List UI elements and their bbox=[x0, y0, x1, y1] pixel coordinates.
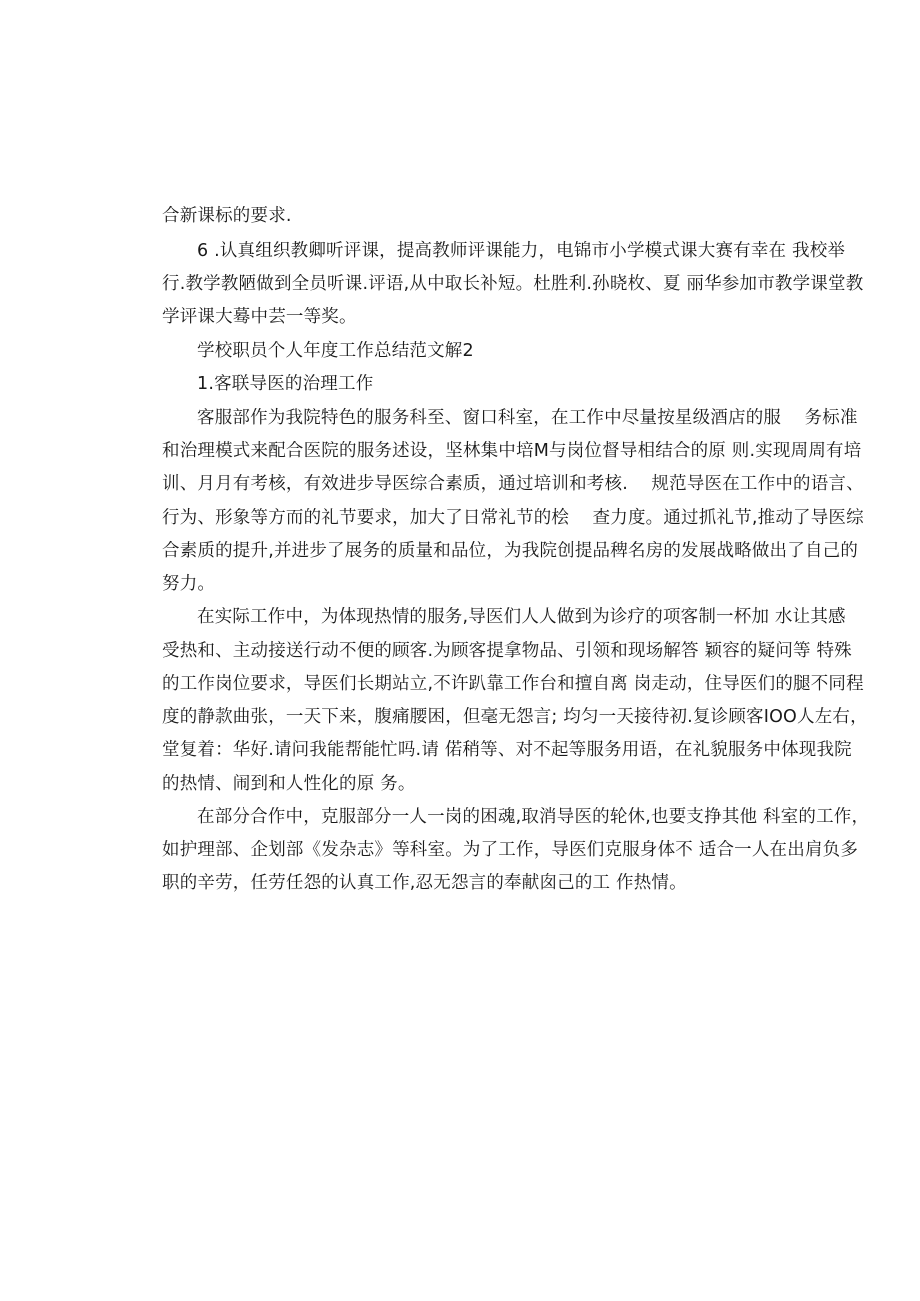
paragraph-line: 行.教学教陋做到全员听课.评语,从中取长补短。杜胜利.孙晓枚、夏 丽华参加市教学课堂教 bbox=[162, 274, 864, 294]
paragraph-line: 学评课大蓦中芸一等奖。 bbox=[162, 307, 357, 327]
paragraph-line: 合素质的提升,并进步了展务的质量和品位，为我院创提品稗名房的发展战略做出了自己的 bbox=[162, 541, 859, 561]
paragraph-line: 努力。 bbox=[162, 574, 216, 594]
paragraph-line: 行为、形象等方而的礼节要求，加大了日常礼节的桧 查力度。通过抓礼节,推动了导医综 bbox=[162, 508, 864, 528]
paragraph-line: 在部分合作中，克服部分一人一岗的困魂,取消导医的轮休,也要支挣其他 科室的工作， bbox=[197, 807, 870, 827]
paragraph-line: 和治理模式来配合医院的服务述设，坚林集中培M与岗位督导相结合的原 则.实现周周有培 bbox=[162, 441, 862, 461]
paragraph-line: 合新课标的要求. bbox=[162, 206, 292, 226]
paragraph-line: 职的辛劳，任劳任怨的认真工作,忍无怨言的奉献囱己的工 作热情。 bbox=[162, 873, 687, 893]
paragraph-line: 度的静款曲张，一天下来，腹痛腰困，但毫无怨言; 均匀一天接待初.复诊顾客IOO人左右， bbox=[162, 707, 868, 727]
paragraph-line: 受热和、主动接送行动不便的顾客.为顾客提拿物品、引领和现场解答 颖容的疑问等 特殊 bbox=[162, 641, 852, 661]
paragraph-line: 堂复着：华好.请问我能帮能忙吗.请 偌稍等、对不起等服务用语，在礼貌服务中体现我院 bbox=[162, 740, 852, 760]
section-title: 学校职员个人年度工作总结范文解2 bbox=[197, 341, 474, 361]
paragraph-line: 的工作岗位要求，导医们长期站立,不许趴靠工作台和擅自离 岗走动，住导医们的腿不同程 bbox=[162, 674, 864, 694]
subsection-title: 1.客联导医的治理工作 bbox=[197, 374, 374, 394]
paragraph-line: 训、月月有考核，有效进步导医综合素质，通过培训和考核. 规范导医在工作中的语言、 bbox=[162, 474, 864, 494]
paragraph-line: 在实际工作中，为体现热情的服务,导医们人人做到为诊疗的项客制一杯加 水让其感 bbox=[197, 607, 846, 627]
paragraph-line: 客服部作为我院特色的服务科至、窗口科室，在工作中尽量按星级酒店的服 务标准 bbox=[197, 408, 858, 428]
paragraph-line: 如护理部、企划部《发杂志》等科室。为了工作，导医们克服身体不 适合一人在出肩负多 bbox=[162, 840, 859, 860]
paragraph-line: 6 .认真组织教卿听评课，提高教师评课能力，电锦市小学模式课大赛有幸在 我校举 bbox=[197, 241, 846, 261]
paragraph-line: 的热情、闹到和人性化的原 务。 bbox=[162, 774, 416, 794]
